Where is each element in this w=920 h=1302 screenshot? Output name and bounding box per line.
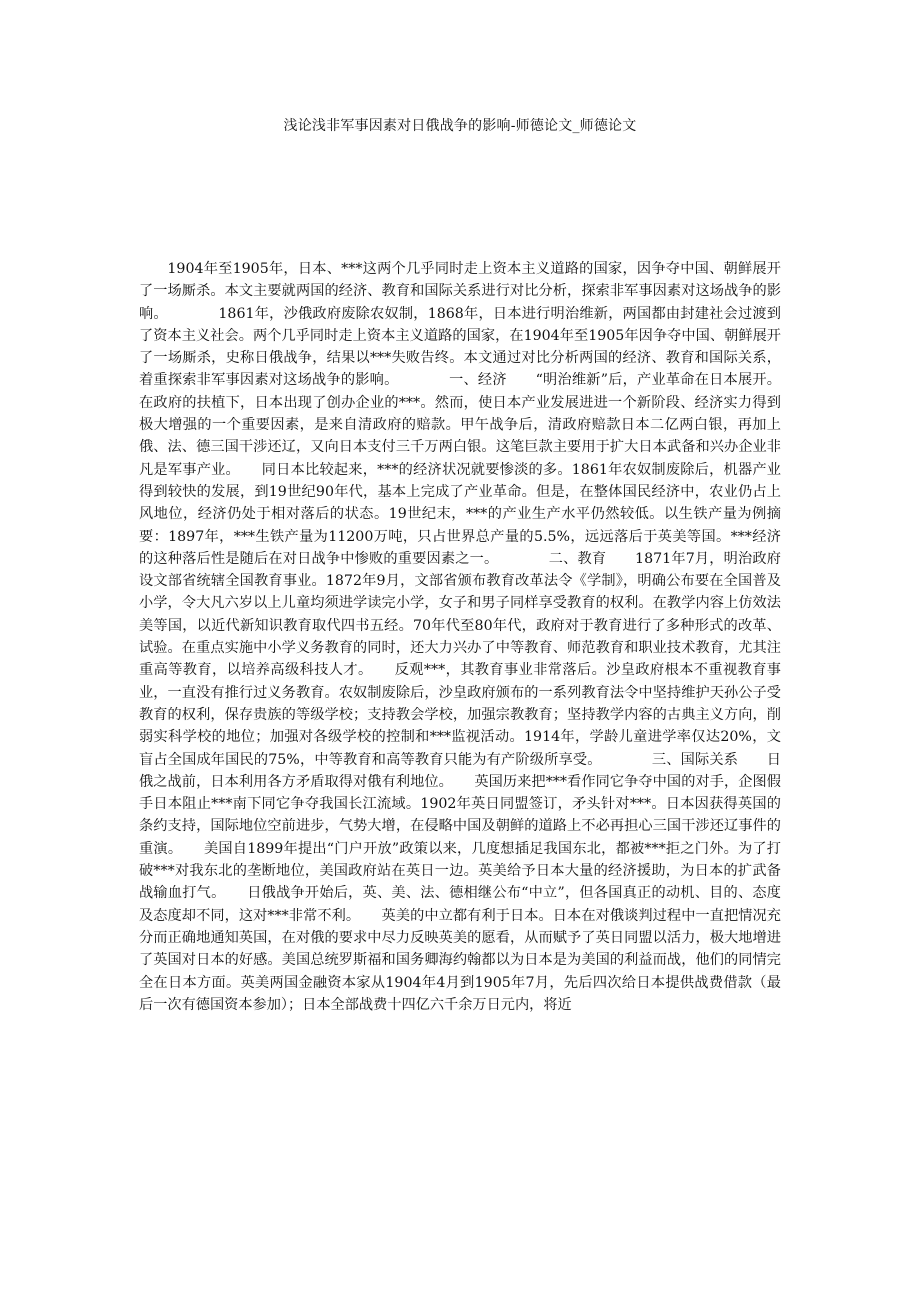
- document-body: 1904年至1905年，日本、***这两个几乎同时走上资本主义道路的国家，因争夺中国、朝鲜展开了一场厮杀。本文主要就两国的经济、教育和国际关系进行对比分析，探索非军事因素对这场战争的影响。 1861年，沙俄政府废除农奴制，1868年，日本进行明治维新，两国都由封建社会过渡到了资本主义社会。两个几乎同时走上资本主义道路的国家，在1904年至1905年因争夺中国、朝鲜展开了一场厮杀，史称日俄战争，结果以***失败告终。本文通过对比分析两国的经济、教育和国际关系，着重探索非军事因素对这场战争的影响。 一、经济 “明治维新”后，产业革命在日本展开。在政府的扶植下，日本出现了创办企业的***。然而，使日本产业发展进进一个新阶段、经济实力得到极大增强的一个重要因素，是来自清政府的赔款。甲午战争后，清政府赔款日本二亿两白银，再加上俄、法、德三国干涉还辽，又向日本支付三千万两白银。这笔巨款主要用于扩大日本武备和兴办企业非凡是军事产业。 同日本比较起来，***的经济状况就要惨淡的多。1861年农奴制废除后，机器产业得到较快的发展，到19世纪90年代，基本上完成了产业革命。但是，在整体国民经济中，农业仍占上风地位，经济仍处于相对落后的状态。19世纪末，***的产业生产水平仍然较低。以生铁产量为例摘要：1897年，***生铁产量为11200万吨，只占世界总产量的5.5%，远远落后于英美等国。***经济的这种落后性是随后在对日战争中惨败的重要因素之一。 二、教育 1871年7月，明治政府设文部省统辖全国教育事业。1872年9月，文部省颁布教育改革法令《学制》，明确公布要在全国普及小学，令大凡六岁以上儿童均须进学读完小学，女子和男子同样享受教育的权利。在教学内容上仿效法美等国，以近代新知识教育取代四书五经。70年代至80年代，政府对于教育进行了多种形式的改革、试验。在重点实施中小学义务教育的同时，还大力兴办了中等教育、师范教育和职业技术教育，尤其注重高等教育，以培养高级科技人才。 反观***，其教育事业非常落后。沙皇政府根本不重视教育事业，一直没有推行过义务教育。农奴制废除后，沙皇政府颁布的一系列教育法令中坚持维护天孙公子受教育的权利，保存贵族的等级学校；支持教会学校，加强宗教教育；坚持教学内容的古典主义方向，削弱实科学校的地位；加强对各级学校的控制和***监视活动。1914年，学龄儿童进学率仅达20%，文盲占全国成年国民的75%，中等教育和高等教育只能为有产阶级所享受。 三、国际关系 日俄之战前，日本利用各方矛盾取得对俄有利地位。 英国历来把***看作同它争夺中国的对手，企图假手日本阻止***南下同它争夺我国长江流域。1902年英日同盟签订，矛头针对***。日本因获得英国的条约支持，国际地位空前进步，气势大增，在侵略中国及朝鲜的道路上不必再担心三国干涉还辽事件的重演。 美国自1899年提出“门户开放”政策以来，几度想插足我国东北，都被***拒之门外。为了打破***对我东北的垄断地位，美国政府站在英日一边。英美给予日本大量的经济援助，为日本的扩武备战输血打气。 日俄战争开始后，英、美、法、德相继公布“中立”，但各国真正的动机、目的、态度及态度却不同，这对***非常不利。 英美的中立都有利于日本。日本在对俄谈判过程中一直把情况充分而正确地通知英国，在对俄的要求中尽力反映英美的愿看，从而赋予了英日同盟以活力，极大地增进了英国对日本的好感。美国总统罗斯福和国务卿海约翰都以为日本是为美国的利益而战，他们的同情完全在日本方面。英美两国金融资本家从1904年4月到1905年7月，先后四次给日本提供战费借款（最后一次有德国资本参加）；日本全部战费十四亿六千余万日元内，将近: [139, 261, 781, 1013]
- document-title: 浅论浅非军事因素对日俄战争的影响-师德论文_师德论文: [283, 118, 637, 134]
